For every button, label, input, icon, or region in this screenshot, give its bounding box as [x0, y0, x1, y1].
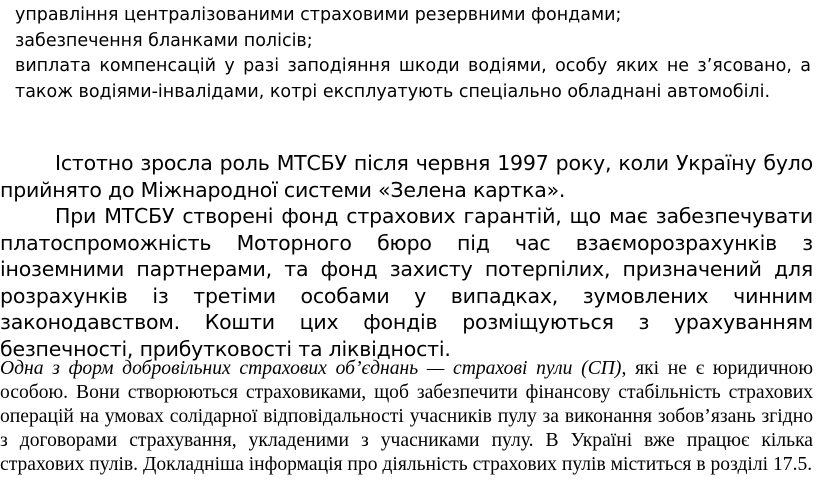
- functions-list: [15, 3, 811, 105]
- paragraph-body: , які не є юридичною особою. Вони створюються страховиками, щоб забезпечити фінансову стабільність страхових операцій на умовах солідарної відповідальності учасників пулу за виконання зобов’язань згідно з договорами страхування, укладеними з учасниками пулу. В Україні вже працює кілька страхових пулів. Докладніша інформація про діяльність страхових пулів міститься в розділі 17.5.: [0, 358, 813, 476]
- italic-definition: Одна з форм добровільних страхових об’єднань — страхові пули (СП): [0, 358, 622, 379]
- paragraph-funds: При МТСБУ створені фонд страхових гарантій, що має забезпечувати платоспроможність Моторного бюро під час взаєморозрахунків з іноземними партнерами, та фонд захисту потерпілих, призначений для розрахунків із третіми особами у випадках, зумовлених чинним законодавством. Кошти цих фондів розміщуються з урахуванням безпечності, прибутковості та ліквідності.: [0, 204, 813, 361]
- paragraph-insurance-pools: [0, 357, 813, 477]
- list-item: забезпечення бланками полісів;: [15, 30, 313, 51]
- list-item: виплата компенсацій у разі заподіяння шкоди водіями, особу яких не з’ясовано, а також водіями-інвалідами, котрі експлуатують спеціально обладнані автомобілі.: [15, 56, 811, 102]
- paragraph-green-card: Істотно зросла роль МТСБУ після червня 1997 року, коли Україну було прийнято до Міжнародної системи «Зелена картка».: [0, 151, 813, 202]
- insurance-pools-section: [0, 357, 813, 477]
- list-item: управління централізованими страховими резервними фондами;: [15, 5, 622, 25]
- mtsbu-paragraphs: [0, 150, 813, 362]
